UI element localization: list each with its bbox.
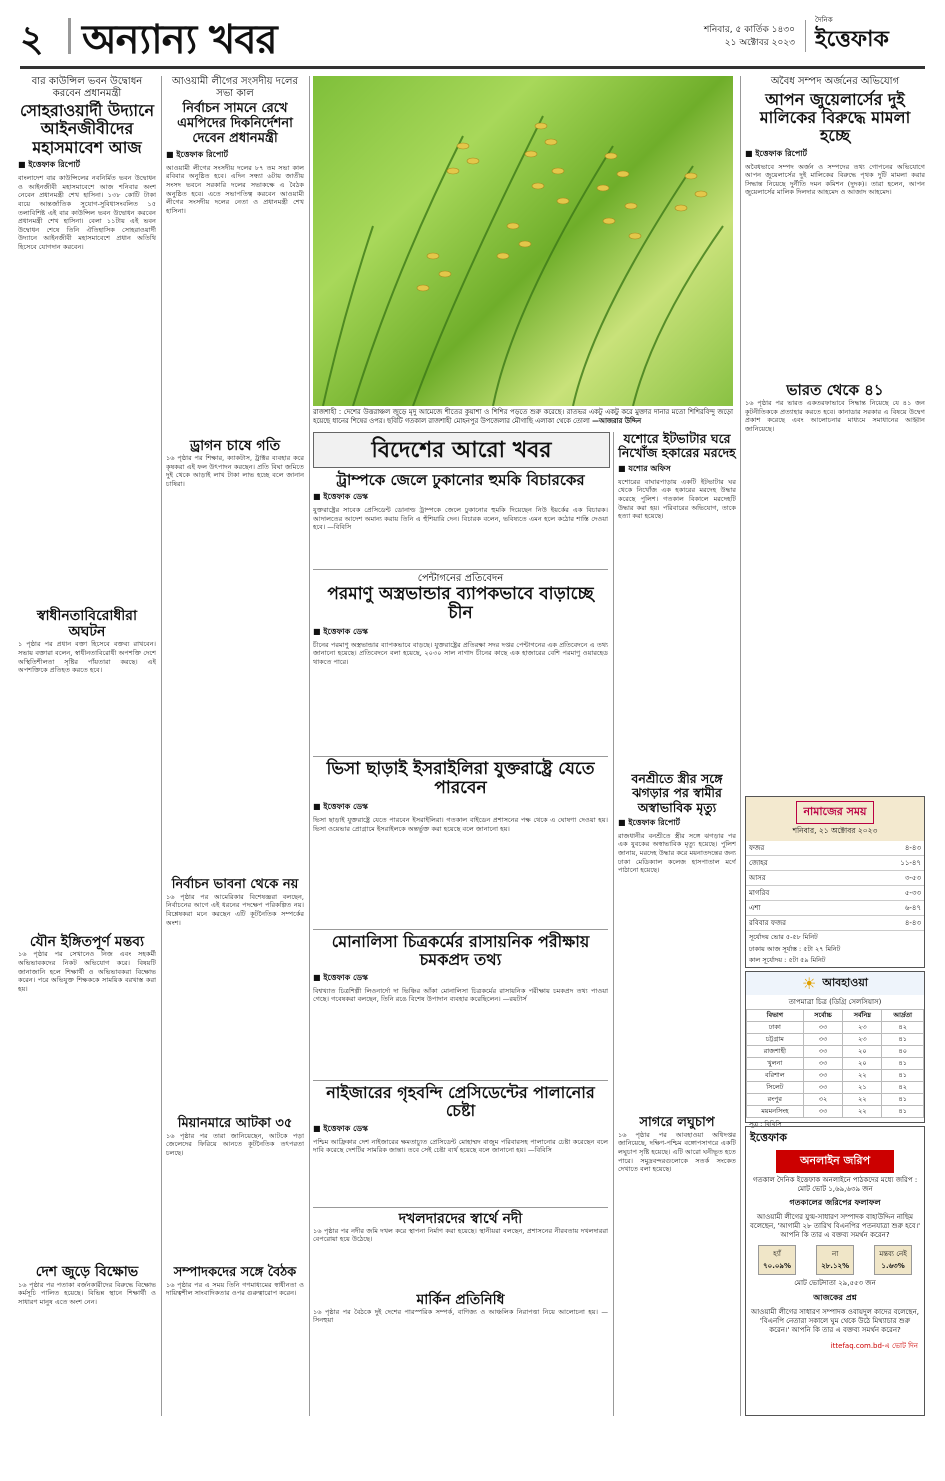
foreign-news-banner[interactable]: বিদেশের আরো খবর [313,432,610,468]
prayer-name: মাগরিব [746,886,856,901]
column-2 [166,76,304,1416]
weather-box [745,971,925,1128]
weather-cell: ২৩ [843,1022,882,1034]
weather-cell: ৪০ [882,1046,924,1058]
header-rule [20,66,925,69]
page-number: ২ [20,19,44,60]
headline-editors-meeting[interactable]: সম্পাদকদের সঙ্গে বৈঠক [173,1264,297,1280]
prayer-row [746,916,924,931]
prayer-name: ফজর [746,841,856,856]
byline: ■ ইত্তেফাক ডেস্ক [313,801,368,811]
weather-cell: ২২ [843,1070,882,1082]
column-5 [618,432,736,1416]
weather-column-header: সর্বোচ্চ [803,1010,843,1022]
headline-dragon-fruit[interactable]: ড্রাগন চাষে গতি [189,437,281,454]
weather-cell: ২০ [843,1058,882,1070]
weather-row [747,1034,924,1046]
article-body: যশোরের বাঘারপাড়ায় একটি ইটভাটার ঘর থেকে নিখোঁজ এক হকারের মরদেহ উদ্ধার করেছে পুলিশ। গতকাল বিকালে মরদেহটি উদ্ধার করা হয়। পরিবারের অভিযোগ, তাকে হত্যা করা হয়েছে। [618,477,736,521]
poll-yes [758,1245,796,1275]
masthead [20,6,925,64]
poll-yes-value: ৭০.০৯% [763,1262,791,1270]
prayer-header [746,797,924,841]
headline-banasree-death[interactable]: বনশ্রীতে স্ত্রীর সঙ্গে ঝগড়ার পর স্বামীর অস্বাভাবিক মৃত্যু [631,770,723,815]
headline-china-nuclear[interactable]: পরমাণু অস্ত্রভান্ডার ব্যাপকভাবে বাড়াচ্ছে চীন [327,583,594,624]
headline-us-representative[interactable]: মার্কিন প্রতিনিধি [416,1291,505,1308]
headline-india-41[interactable]: ভারত থেকে ৪১ [786,380,884,399]
weather-cell: ৪১ [882,1106,924,1118]
weather-row [747,1082,924,1094]
byline: ■ যশোর অফিস [618,463,671,473]
prayer-time: ৫-৩৩ [856,886,924,901]
prayer-row [746,856,924,871]
date-english: ২১ অক্টোবর ২০২৩ [724,38,795,48]
prayer-time: ৪-৪৩ [856,841,924,856]
weather-cell: রাজশাহী [747,1046,804,1058]
poll-results [746,1243,924,1277]
photo-credit: —আজরার উদ্দিন [592,417,642,425]
prayer-row [746,871,924,886]
story-divider [313,569,608,570]
column-1 [18,76,156,1416]
prayer-time: ১১-৪৭ [856,856,924,871]
weather-row [747,1094,924,1106]
article-body: ১৬ পৃষ্ঠার পর আবহাওয়া অধিদপ্তর জানিয়েছে, দক্ষিণ-পশ্চিম বঙ্গোপসাগরে একটি লঘুচাপ সৃষ্টি হয়েছে। এটি আরো ঘনীভূত হতে পারে। সমুদ্রবন্দরগুলোকে সতর্ক সংকেত দেখাতে বলা হয়েছে। [618,1130,736,1174]
weather-cell: ২৩ [843,1034,882,1046]
weather-cell: ময়মনসিংহ [747,1106,804,1118]
masthead-divider [68,18,71,54]
poll-today-title: আজকের প্রশ্ন [813,1293,857,1302]
weather-cell: ৪১ [882,1058,924,1070]
column-6 [745,76,925,1416]
weather-cell: ২১ [843,1082,882,1094]
article-body: ১৬ পৃষ্ঠার পর পতাকা বর্জনকারীদের বিরুদ্ধে বিক্ষোভ কর্মসূচি পালিত হয়েছে। বিভিন্ন স্থানে শিক্ষার্থী ও সাধারণ মানুষ এতে অংশ নেন। [18,1280,156,1306]
headline-kicker: বার কাউন্সিল ভবন উদ্বোধন করবেন প্রধানমন্ত্রী [31,76,143,99]
byline: ■ ইত্তেফাক রিপোর্ট [618,817,681,827]
prayer-time: ৪-৪৩ [856,916,924,931]
weather-cell: ৩৩ [803,1070,843,1082]
weather-cell: বরিশাল [747,1070,804,1082]
byline: ■ ইত্তেফাক ডেস্ক [313,1123,368,1133]
article-body: পশ্চিম আফ্রিকার দেশ নাইজারের ক্ষমতাচ্যুত প্রেসিডেন্ট মোহাম্মদ বাজুম পরিবারসহ পালানোর চেষ্টা করেছেন বলে দাবি করেছে দেশটির সামরিক জান্তা। তবে সেই চেষ্টা ব্যর্থ হয়েছে বলে জানানো হয়। —বিবিসি [313,1137,608,1155]
poll-total: মোট ভোটদাতা ২৯,৫৫৩ জন [794,1279,876,1287]
article-body: ১৬ পৃষ্ঠার পর বৈঠকে দুই দেশের পারস্পরিক সম্পর্ক, বাণিজ্য ও আঞ্চলিক নিরাপত্তা নিয়ে আলোচনা হয়। —সিনহুয়া [313,1307,608,1325]
article-body: অবৈধভাবে সম্পদ অর্জন ও সম্পদের তথ্য গোপনের অভিযোগে আপন জুয়েলার্সের দুই মালিকের বিরুদ্ধে পৃথক দুটি মামলা করার সিদ্ধান্ত নিয়েছে দুর্নীতি দমন কমিশন (দুদক)। তারা হলেন, আপন জুয়েলার্সের মালিক দিলদার আহমেদ ও আজাদ আহমেদ। [745,162,925,197]
headline-kicker: অবৈধ সম্পদ অর্জনের অভিযোগ [770,76,900,87]
article-body: ১৬ পৃষ্ঠার পর এ সময় তিনি গণমাধ্যমের স্বাধীনতা ও দায়িত্বশীল সাংবাদিকতার ওপর গুরুত্বারোপ করেন। [166,1280,304,1298]
prayer-row [746,886,924,901]
rice-stalks-graphic [313,76,733,406]
article-body: ১৬ পৃষ্ঠার পর আমেরিকার বিশেষজ্ঞরা বলছেন, নির্বাচনের আগে এই ধরনের পদক্ষেপ পরিকল্পিত নয়। বিশ্লেষকরা মনে করছেন এটি কূটনৈতিক সম্পর্কের অংশ। [166,892,304,927]
weather-header [746,972,924,995]
headline-jessore-hawker[interactable]: যশোরে ইটভাটার ঘরে নিখোঁজ হকারের মরদেহ [618,431,736,461]
story-divider [313,1080,608,1081]
weather-cell: ৩৩ [803,1058,843,1070]
weather-cell: ৩৩ [803,1082,843,1094]
rice-photo[interactable] [313,76,733,406]
prayer-table [746,841,924,931]
foreign-news-column [313,472,608,1416]
byline: ■ ইত্তেফাক রিপোর্ট [18,160,81,170]
poll-title[interactable]: অনলাইন জরিপ [776,1150,894,1173]
column-rule [161,76,162,1416]
weather-cell: ৩২ [803,1094,843,1106]
poll-intro: গতকাল দৈনিক ইত্তেফাক অনলাইনে পাঠকদের মধ্যে জরিপ : মোট ভোট ১,৬৯,৬৩৯ জন [752,1176,918,1193]
story-divider [313,929,608,930]
headline-sea-depression[interactable]: সাগরে লঘুচাপ [639,1114,715,1130]
article-body: ১৬ পৃষ্ঠার পর শিক্ষার, ক্যাকটাস, ট্রাক্টর ব্যবহার করে কৃষকরা এই ফল উৎপাদন করছেন। প্রতি বিঘা জমিতে দুই থেকে আড়াই লাখ টাকা লাভ হচ্ছে বলে জানান চাষিরা। [166,453,304,488]
ittefaq-logo[interactable] [815,14,925,58]
prayer-row [746,841,924,856]
poll-no-label: না [832,1250,839,1258]
poll-no [816,1245,854,1275]
poll-neutral-value: ১.৬৩% [881,1262,905,1270]
column-rule [309,76,310,1416]
weather-cell: চট্টগ্রাম [747,1034,804,1046]
logo-text: ইত্তেফাক [815,26,889,52]
article-body: যুক্তরাষ্ট্রের সাবেক প্রেসিডেন্ট ডোনাল্ড ট্রাম্পকে জেলে ঢুকানোর হুমকি দিয়েছেন নিউ ইয়র্কের এক বিচারক। আদালতের আদেশ অমান্য করায় তিনি এ হুঁশিয়ারি দেন। বিচারক বলেন, ভবিষ্যতে এমন হলে কঠোর শাস্তি দেওয়া হবে। —বিবিসি [313,506,608,532]
logo-small-text: দৈনিক [815,16,833,24]
weather-cell: সিলেট [747,1082,804,1094]
weather-cell: ৪১ [882,1070,924,1082]
weather-row [747,1022,924,1034]
headline-kicker: আওয়ামী লীগের সংসদীয় দলের সভা কাল [172,76,298,99]
weather-column-header: আর্দ্রতা [882,1010,924,1022]
poll-today-question: আওয়ামী লীগের সাধারণ সম্পাদক ওবায়দুল কাদের বলেছেন, 'বিএনপি নেতারা সকালে ঘুম থেকে উঠে মিথ্যাচার শুরু করেন।' আপনি কি তার এ বক্তব্য সমর্থন করেন? [751,1308,919,1334]
weather-cell: ২২ [843,1106,882,1118]
byline: ■ ইত্তেফাক ডেস্ক [313,626,368,636]
article-body: ১ পৃষ্ঠার পর প্রধান বক্তা হিসেবে বক্তব্য রাখবেন। সভায় বক্তারা বলেন, স্বাধীনতাবিরোধী অপশক্তি দেশে অস্থিতিশীলতা সৃষ্টির পাঁয়তারা করছে। এই অপশক্তিকে প্রতিহত করতে হবে। [18,640,156,675]
headline-apan-jewellers[interactable]: আপন জুয়েলার্সের দুই মালিকের বিরুদ্ধে মামলা হচ্ছে [759,89,911,146]
weather-cell: ৪১ [882,1034,924,1046]
prayer-name: এশা [746,901,856,916]
article-body: চীনের পরমাণু অস্ত্রভান্ডার ব্যাপকভাবে বাড়ছে। যুক্তরাষ্ট্রের প্রতিরক্ষা সদর দপ্তর পেন্টাগনের এক প্রতিবেদনে এ তথ্য জানানো হয়েছে। প্রতিবেদনে বলা হয়েছে, ২০৩০ সাল নাগাদ চীনের কাছে এক হাজারের বেশি পরমাণু ওয়ারহেড থাকতে পারে। [313,640,608,667]
prayer-row [746,901,924,916]
poll-question: আওয়ামী লীগের যুগ্ম-সাধারণ সম্পাদক বাহাউদ্দিন নাছিম বলেছেন, 'আগামী ২৮ তারিখ বিএনপির পতনযাত্রা শুরু হবে।' আপনি কি তার এ বক্তব্য সমর্থন করেন? [749,1213,921,1239]
poll-no-value: ২৮.১২% [821,1262,850,1270]
prayer-name: জোহর [746,856,856,871]
article-body: ভিসা ছাড়াই যুক্তরাষ্ট্রে যেতে পারবেন ইসরাইলিরা। গতকাল বাইডেন প্রশাসনের পক্ষ থেকে এ ঘোষণা দেওয়া হয়। ভিসা ওয়েভার প্রোগ্রামে ইসরাইলকে অন্তর্ভুক্ত করা হয়েছে বলে জানানো হয়। [313,815,608,833]
weather-row [747,1046,924,1058]
weather-column-header: সর্বনিম্ন [843,1010,882,1022]
poll-neutral-label: মন্তব্য নেই [879,1250,907,1258]
article-body: আওয়ামী লীগের সংসদীয় দলের ৮৭ তম সভা কাল রবিবার অনুষ্ঠিত হবে। এদিন সন্ধ্যা ৬টায় জাতীয় সংসদ ভবনে সরকারি দলের সভাকক্ষে এ বৈঠক অনুষ্ঠিত হবে। এতে সভাপতিত্ব করবেন আওয়ামী লীগের সংসদীয় দলের নেতা ও প্রধানমন্ত্রী শেখ হাসিনা। [166,163,304,215]
headline-israel-visa[interactable]: ভিসা ছাড়াই ইসরাইলিরা যুক্তরাষ্ট্রে যেতে পারবেন [326,758,595,799]
column-rule [740,76,741,1416]
sunset-today: ঢাকায় আজ সূর্যাস্ত : ৫টা ২৭ মিনিট [749,945,841,953]
headline-sexual-remark[interactable]: যৌন ইঙ্গিতপূর্ণ মন্তব্য [29,934,145,951]
prayer-times-box [745,796,925,968]
headline-election-thought[interactable]: নির্বাচন ভাবনা থেকে নয় [171,876,299,892]
prayer-time: ৬-৪৭ [856,901,924,916]
weather-cell: রংপুর [747,1094,804,1106]
headline-niger-president[interactable]: নাইজারের গৃহবন্দি প্রেসিডেন্টের পালানোর চেষ্টা [326,1082,595,1121]
prayer-name: রবিবার ফজর [746,916,856,931]
weather-cell: ৩৩ [803,1106,843,1118]
online-poll-box [745,1126,925,1416]
prayer-time: ৩-৫৩ [856,871,924,886]
headline-anti-liberation[interactable]: স্বাধীনতাবিরোধীরা অঘটন [36,608,138,641]
headline-monalisa[interactable]: মোনালিসা চিত্রকর্মের রাসায়নিক পরীক্ষায় চমকপ্রদ তথ্য [331,931,590,970]
article-body: ১৬ পৃষ্ঠার পর সেখানেও নিজ এবং সহকর্মী অভিভাবকদের নিকট অভিযোগ করে। বিষয়টি জানাজানি হলে শিক্ষার্থী ও অভিভাবকরা বিক্ষোভ করেন। পরে অভিযুক্ত শিক্ষককে সাময়িক বরখাস্ত করা হয়। [18,950,156,993]
poll-neutral [874,1245,912,1275]
byline: ■ ইত্তেফাক ডেস্ক [313,972,368,982]
weather-row [747,1058,924,1070]
article-body: ১৬ পৃষ্ঠার পর তারা জানিয়েছেন, আটকে পড়া জেলেদের ফিরিয়ে আনতে কূটনৈতিক তৎপরতা চলছে। [166,1131,304,1157]
weather-cell: ৪২ [882,1082,924,1094]
weather-cell: ৩৩ [803,1034,843,1046]
article-body: বাংলাদেশ বার কাউন্সিলের নবনির্মিত ভবন উদ্বোধন ও আইনজীবী মহাসমাবেশে আজ শনিবার অংশ নেবেন প্রধানমন্ত্রী শেখ হাসিনা। ১৩৮ কোটি টাকা ব্যয়ে আন্তর্জাতিক সুযোগ-সুবিধাসংবলিত ১৫ তলাবিশিষ্ট এই বার কাউন্সিল ভবন উদ্বোধন করবেন প্রধানমন্ত্রী শেখ হাসিনা। বেলা ১১টায় এই ভবন উদ্বোধন শেষে তিনি ঐতিহাসিক সোহরাওয়ার্দী উদ্যানে আইনজীবী মহাসমাবেশে প্রধান অতিথি হিসেবে যোগদান করবেন। [18,174,156,251]
article-body: ১৬ পৃষ্ঠার পর ভারত একতরফাভাবে সিদ্ধান্ত নিয়েছে যে ৪১ জন কূটনীতিককে প্রত্যাহার করতে হবে। কানাডার সরকার এ বিষয়ে উদ্বেগ প্রকাশ করেছে এবং আলোচনার মাধ্যমে সমাধানের আহ্বান জানিয়েছে। [745,398,925,433]
weather-table [746,1009,924,1118]
weather-cell: ২২ [843,1094,882,1106]
weather-row [747,1070,924,1082]
weather-header-row [747,1010,924,1022]
weather-cell: ৪১ [882,1094,924,1106]
headline-lawyers-rally[interactable]: সোহরাওয়ার্দী উদ্যানে আইনজীবীদের মহাসমাবেশ আজ [19,101,155,157]
sun-cloud-icon: ☀ [801,974,817,993]
poll-logo: ইত্তেফাক [750,1131,787,1144]
weather-subtitle: তাপমাত্রা চিত্র (ডিগ্রি সেলসিয়াস) [788,998,882,1006]
weather-cell: ৩৩ [803,1022,843,1034]
weather-column-header: বিভাগ [747,1010,804,1022]
poll-result-title: গতকালের জরিপের ফলাফল [789,1198,881,1207]
headline-river-occupiers[interactable]: দখলদারদের স্বার্থে নদী [398,1210,523,1227]
weather-row [747,1106,924,1118]
header-date [620,24,795,50]
headline-pm-guidance[interactable]: নির্বাচন সামনে রেখে এমপিদের দিকনির্দেশনা দেবেন প্রধানমন্ত্রী [177,101,293,146]
prayer-date: শনিবার, ২১ অক্টোবর ২০২৩ [792,826,878,835]
weather-cell: ৩৩ [803,1046,843,1058]
article-body: বিশ্বখ্যাত চিত্রশিল্পী লিওনার্দো দা ভিঞ্চির আঁকা মোনালিসা চিত্রকর্মের রাসায়নিক পরীক্ষায় চমকপ্রদ তথ্য পাওয়া গেছে। গবেষকরা বলছেন, তিনি রঙে বিশেষ উপাদান ব্যবহার করেছিলেন। —রয়টার্স [313,986,608,1004]
byline: ■ ইত্তেফাক ডেস্ক [313,492,368,502]
headline-kicker: পেন্টাগনের প্রতিবেদন [417,573,504,585]
byline: ■ ইত্তেফাক রিপোর্ট [745,148,808,158]
section-title: অন্যান্য খবর [82,16,277,63]
header-divider [805,20,806,52]
column-rule [613,432,614,1416]
poll-yes-label: হ্যাঁ [773,1250,781,1258]
story-divider [313,756,608,757]
caption-text: রাজশাহী : দেশের উত্তরাঞ্চল জুড়ে মৃদু আমেজে শীতের কুয়াশা ও শিশির পড়তে শুরু করেছে। রাতভর একটু একটু করে মুক্তার দানার মতো শিশিরবিন্দু জড়ো হয়েছে ধানের শিষের ওপর। ছবিটি গতকাল রাজশাহী মোহনপুর উপজেলার মৌগাছি এলাকা থেকে তোলা [313,408,733,425]
prayer-name: আসর [746,871,856,886]
poll-vote-link[interactable]: ittefaq.com.bd-এ ভোট দিন [830,1342,918,1350]
headline-nationwide-protest[interactable]: দেশ জুড়ে বিক্ষোভ [35,1264,139,1281]
weather-cell: খুলনা [747,1058,804,1070]
weather-cell: ২০ [843,1046,882,1058]
sunrise-tomorrow: কাল সূর্যোদয় : ৫টা ৫৯ মিনিট [749,956,826,964]
article-body: রাজধানীর বনশ্রীতে স্ত্রীর সঙ্গে ঝগড়ার পর এক যুবকের অস্বাভাবিক মৃত্যু হয়েছে। পুলিশ জানায়, মরদেহ উদ্ধার করে ময়নাতদন্তের জন্য ঢাকা মেডিক্যাল কলেজ হাসপাতাল মর্গে পাঠানো হয়েছে। [618,831,736,875]
weather-source: সূত্র : বিবিসি [749,1120,782,1128]
story-divider [313,1207,608,1208]
sunrise-note: সূর্যোদয় ভোর ৫-৫৮ মিনিট [749,933,818,941]
prayer-title: নামাজের সময় [796,801,873,824]
headline-trump-jail[interactable]: ট্রাম্পকে জেলে ঢুকানোর হুমকি বিচারকের [336,471,585,489]
weather-cell: ৪২ [882,1022,924,1034]
article-body: ১৬ পৃষ্ঠার পর নদীর জমি দখল করে স্থাপনা নির্মাণ করা হয়েছে। স্থানীয়রা বলছেন, প্রশাসনের নীরবতায় দখলদাররা বেপরোয়া হয়ে উঠেছে। [313,1226,608,1244]
weather-title: আবহাওয়া [822,976,869,989]
weather-cell: ঢাকা [747,1022,804,1034]
date-bangla: শনিবার, ৫ কার্তিক ১৪৩০ [703,25,795,35]
headline-myanmar-stranded[interactable]: মিয়ানমারে আটকা ৩৫ [177,1115,293,1131]
byline: ■ ইত্তেফাক রিপোর্ট [166,149,229,159]
photo-caption [313,408,733,426]
